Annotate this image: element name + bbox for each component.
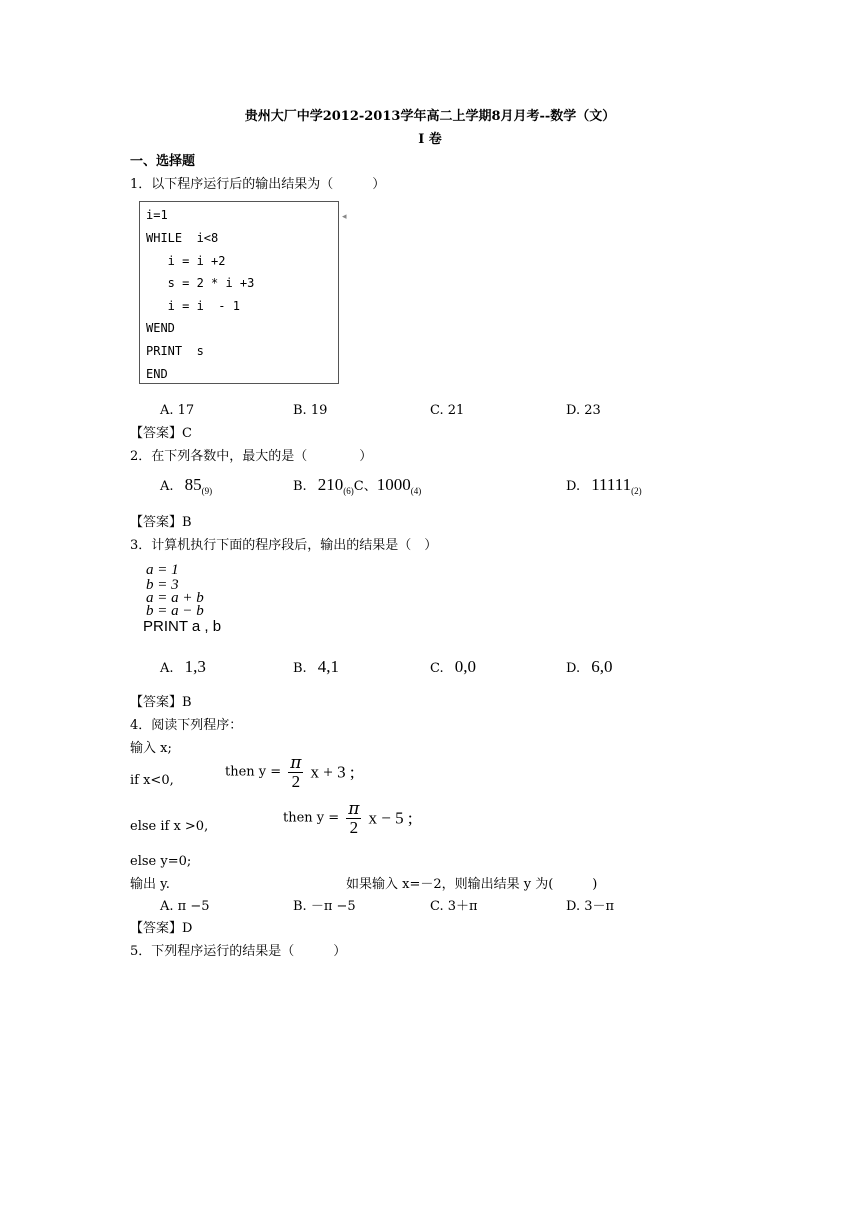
q1-option-c: C. 21 (430, 403, 465, 418)
q4-option-a: A. π −5 (160, 899, 210, 914)
q2-answer: 【答案】B (130, 515, 192, 530)
q2-option-d-label: D. (566, 479, 581, 494)
q3-option-d-value: 6,0 (591, 657, 613, 676)
q3-option-d (566, 657, 612, 678)
q4-if1-formula (225, 755, 355, 790)
q4-output-line: 输出 y. (130, 877, 170, 892)
q2-option-a (160, 475, 212, 496)
q4-option-c: C. 3＋π (430, 899, 478, 914)
q4-if2-then: then y = (283, 810, 340, 826)
q3-option-c-value: 0,0 (454, 657, 476, 676)
volume-label: I 卷 (418, 132, 442, 147)
q2-option-c-label: C、 (353, 479, 377, 494)
q1-code-line: PRINT s (146, 344, 204, 358)
q1-code-box (139, 201, 339, 384)
q2-option-d (566, 475, 642, 496)
q4-if2-formula (283, 801, 413, 836)
q2-option-b-number: 210 (317, 475, 344, 494)
q3-code-line: a = 1 (146, 562, 179, 578)
q3-option-a-value: 1,3 (184, 657, 206, 676)
q3-stem: 3．计算机执行下面的程序段后，输出的结果是（ ） (130, 538, 438, 553)
q4-if2-tail: x − 5 ; (368, 808, 413, 828)
q4-else-line: else y=0; (130, 854, 192, 869)
q3-option-b (293, 657, 339, 678)
q1-option-a: A. 17 (160, 403, 195, 418)
q2-option-d-number: 11111 (591, 475, 632, 494)
q1-code-line: i=1 (146, 208, 168, 222)
q5-stem: 5．下列程序运行的结果是（ ） (130, 944, 347, 959)
q4-if1-then: then y = (225, 764, 282, 780)
q3-option-c (430, 657, 476, 678)
q2-option-a-number: 85 (184, 475, 202, 494)
q1-code-line: i = i +2 (146, 254, 226, 268)
q2-option-b-base: (6) (343, 486, 354, 496)
q1-option-d: D. 23 (566, 403, 601, 418)
q2-option-c-base: (4) (410, 486, 422, 496)
q4-answer: 【答案】D (130, 921, 193, 936)
q1-code-line: WHILE i<8 (146, 231, 219, 245)
q1-code-line: WEND (146, 321, 175, 335)
q2-option-c-number: 1000 (376, 475, 411, 494)
q3-option-a-label: A. (160, 661, 174, 676)
q4-option-d: D. 3－π (566, 899, 615, 914)
q4-fraction-denominator: 2 (349, 818, 359, 837)
q1-answer: 【答案】C (130, 426, 192, 441)
q4-fraction (346, 801, 361, 836)
page-title: 贵州大厂中学2012-2013学年高二上学期8月月考--数学（文） (244, 109, 616, 124)
q1-stem: 1．以下程序运行后的输出结果为（ ） (130, 177, 386, 192)
q3-option-b-label: B. (293, 661, 307, 676)
q2-option-a-label: A. (160, 479, 174, 494)
q1-code-line: END (146, 367, 168, 381)
q3-code-line: b = 3 (146, 577, 179, 593)
q2-stem: 2．在下列各数中，最大的是（ ） (130, 449, 373, 464)
q4-if2-condition: else if x >0, (130, 819, 209, 834)
q4-input-line: 输入 x; (130, 741, 172, 756)
q2-option-d-base: (2) (631, 486, 642, 496)
q2-option-b-label: B. (293, 479, 307, 494)
q2-option-b (293, 475, 421, 496)
q4-fraction (288, 755, 303, 790)
q4-fraction-numerator: π (348, 799, 360, 819)
q4-option-b: B. －π −5 (293, 899, 356, 914)
q3-option-c-label: C. (430, 661, 444, 676)
q4-question: 如果输入 x=－2，则输出结果 y 为( ) (346, 877, 598, 892)
q4-if1-condition: if x<0, (130, 773, 174, 788)
q3-code-line: b = a − b (146, 603, 204, 619)
q1-option-b: B. 19 (293, 403, 328, 418)
q4-if1-tail: x + 3 ; (310, 762, 355, 782)
section-heading: 一、选择题 (130, 154, 196, 169)
q4-stem: 4．阅读下列程序： (130, 718, 243, 733)
q1-code-line: i = i - 1 (146, 299, 240, 313)
q3-option-b-value: 4,1 (317, 657, 340, 676)
anchor-mark-icon: ◂ (342, 212, 347, 222)
q3-option-a (160, 657, 206, 678)
q4-fraction-denominator: 2 (291, 772, 301, 791)
q3-option-d-label: D. (566, 661, 581, 676)
q3-answer: 【答案】B (130, 695, 192, 710)
q1-code-line: s = 2 * i +3 (146, 276, 255, 290)
q4-fraction-numerator: π (290, 753, 302, 773)
q2-option-a-base: (9) (201, 486, 213, 496)
q3-print-line: PRINT a , b (143, 618, 222, 635)
q3-code-line: a = a + b (146, 590, 204, 606)
